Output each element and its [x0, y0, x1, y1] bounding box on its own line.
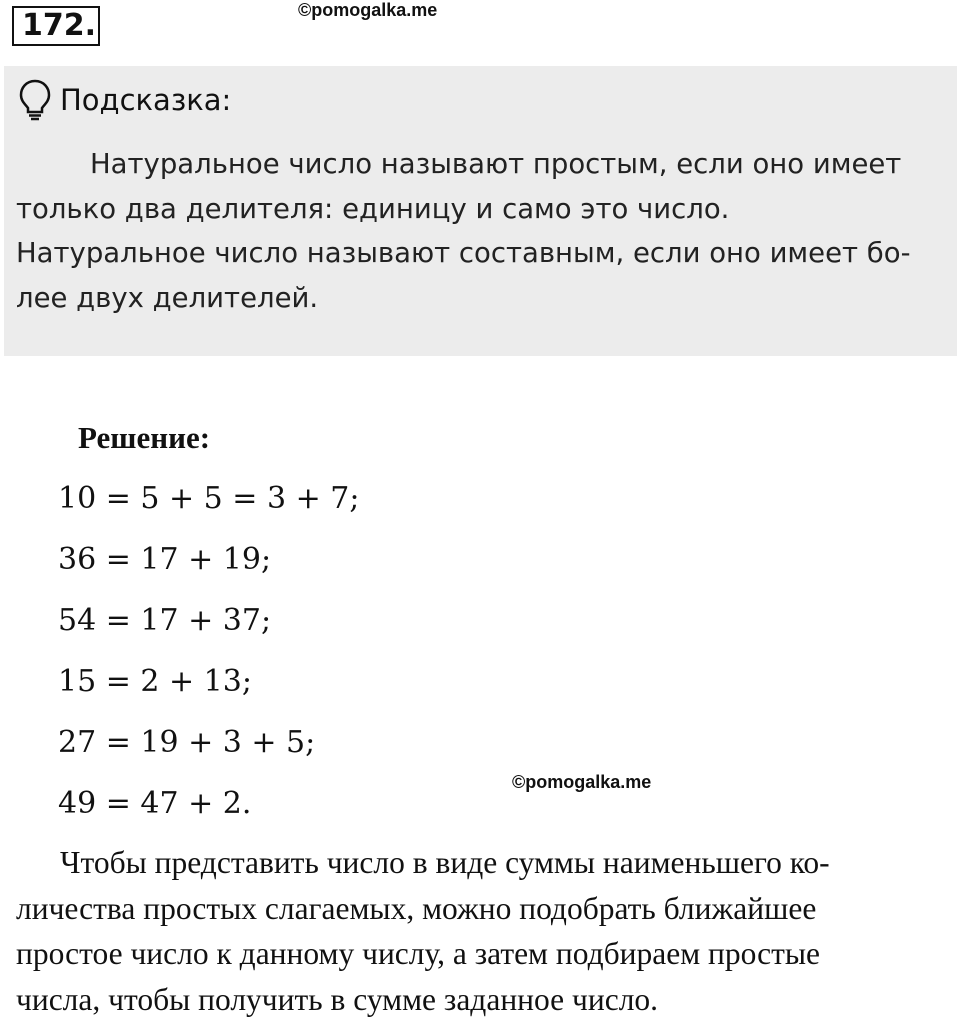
hint-title: Подсказка: — [60, 83, 231, 117]
task-number-box — [12, 6, 100, 46]
hint-line: Натуральное число называют простым, если оно имеет — [16, 142, 946, 187]
explanation-line: числа, чтобы получить в сумме заданное число. — [16, 977, 946, 1022]
hint-box — [4, 66, 957, 356]
explanation-line: простое число к данному числу, а затем подбираем простые — [16, 931, 946, 977]
explanation-text — [16, 840, 946, 1022]
equation-list — [58, 474, 359, 840]
hint-text — [16, 142, 946, 320]
equation: 27 = 19 + 3 + 5; — [58, 718, 359, 779]
equation: 15 = 2 + 13; — [58, 657, 359, 718]
hint-header — [18, 78, 231, 122]
task-number: 172. — [22, 8, 96, 43]
watermark-middle: ©pomogalka.me — [512, 772, 651, 793]
hint-line: лее двух делителей. — [16, 276, 946, 321]
lightbulb-icon — [18, 78, 52, 122]
hint-line: только два делителя: единицу и само это число. — [16, 187, 946, 232]
explanation-line: Чтобы представить число в виде суммы наименьшего ко- — [16, 840, 946, 886]
equation: 49 = 47 + 2. — [58, 779, 359, 840]
hint-line: Натуральное число называют составным, если оно имеет бо- — [16, 231, 946, 276]
equation: 54 = 17 + 37; — [58, 596, 359, 657]
solution-title: Решение: — [78, 420, 210, 456]
explanation-line: личества простых слагаемых, можно подобрать ближайшее — [16, 886, 946, 932]
equation: 10 = 5 + 5 = 3 + 7; — [58, 474, 359, 535]
equation: 36 = 17 + 19; — [58, 535, 359, 596]
watermark-top: ©pomogalka.me — [298, 0, 437, 21]
